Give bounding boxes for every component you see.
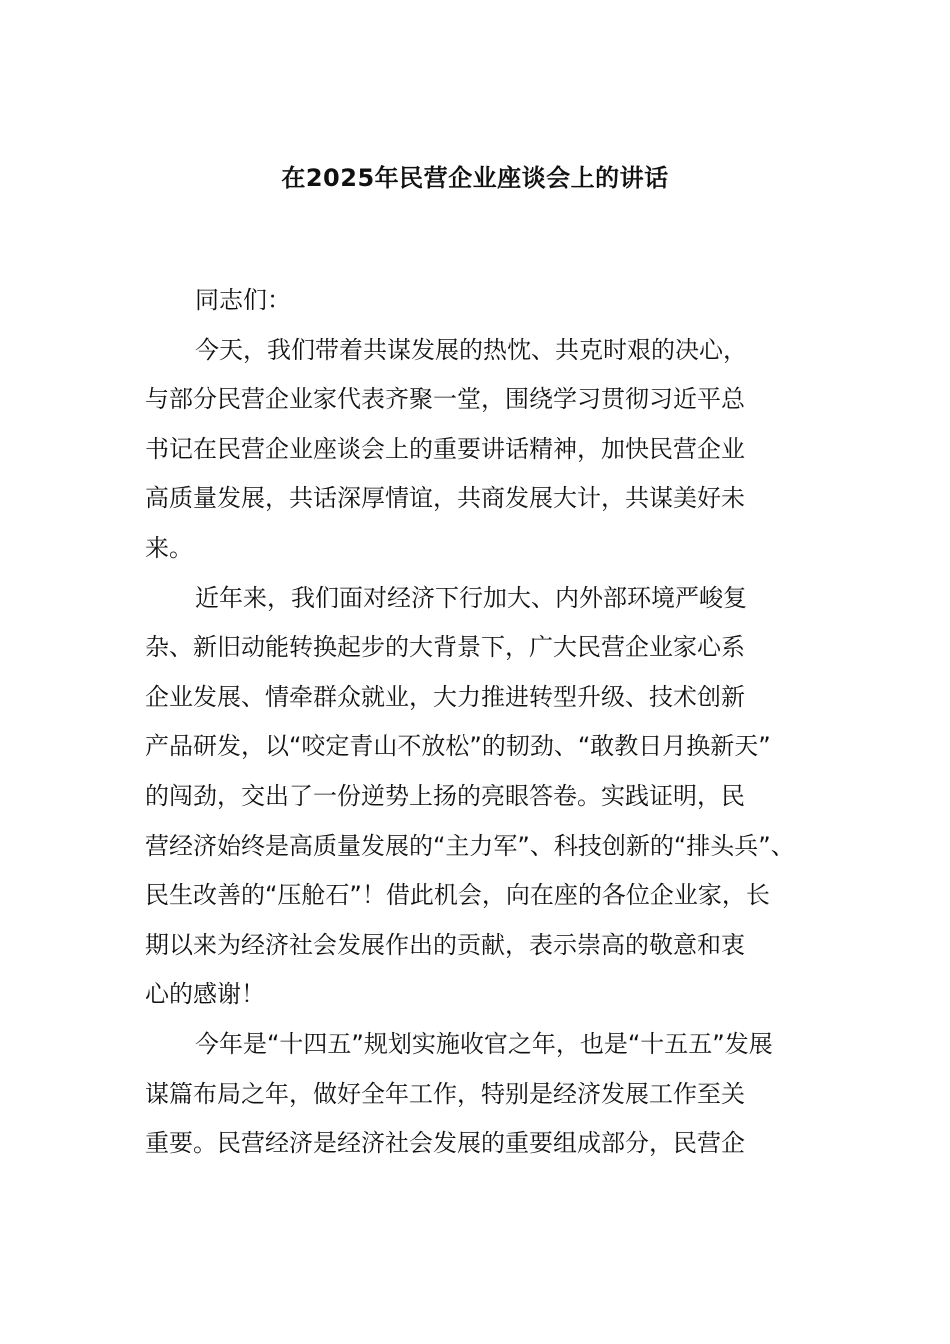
document-title: 在2025年民营企业座谈会上的讲话	[281, 164, 669, 192]
body-line: 营经济始终是高质量发展的“主力军”、科技创新的“排头兵”、	[145, 831, 795, 860]
body-line: 重要。民营经济是经济社会发展的重要组成部分，民营企	[145, 1129, 745, 1158]
body-line: 期以来为经济社会发展作出的贡献，表示崇高的敬意和衷	[145, 930, 745, 959]
body-line: 来。	[145, 533, 193, 562]
body-line: 今年是“十四五”规划实施收官之年，也是“十五五”发展	[195, 1029, 773, 1058]
body-line: 产品研发，以“咬定青山不放松”的韧劲、“敢教日月换新天”	[145, 732, 771, 761]
body-line: 今天，我们带着共谋发展的热忱、共克时艰的决心，	[195, 335, 747, 364]
body-line: 书记在民营企业座谈会上的重要讲话精神，加快民营企业	[145, 434, 745, 463]
salutation-line: 同志们：	[195, 286, 291, 314]
body-line: 谋篇布局之年，做好全年工作，特别是经济发展工作至关	[145, 1079, 745, 1108]
body-line: 企业发展、情牵群众就业，大力推进转型升级、技术创新	[145, 682, 745, 711]
body-line: 心的感谢！	[145, 980, 265, 1009]
body-line: 杂、新旧动能转换起步的大背景下，广大民营企业家心系	[145, 633, 745, 662]
body-line: 高质量发展，共话深厚情谊，共商发展大计，共谋美好未	[145, 484, 745, 513]
body-line: 与部分民营企业家代表齐聚一堂，围绕学习贯彻习近平总	[145, 385, 745, 414]
body-line: 的闯劲，交出了一份逆势上扬的亮眼答卷。实践证明，民	[145, 781, 745, 810]
body-line: 民生改善的“压舱石”！借此机会，向在座的各位企业家，长	[145, 881, 770, 910]
body-line: 近年来，我们面对经济下行加大、内外部环境严峻复	[195, 583, 747, 612]
document-body	[145, 276, 825, 1169]
